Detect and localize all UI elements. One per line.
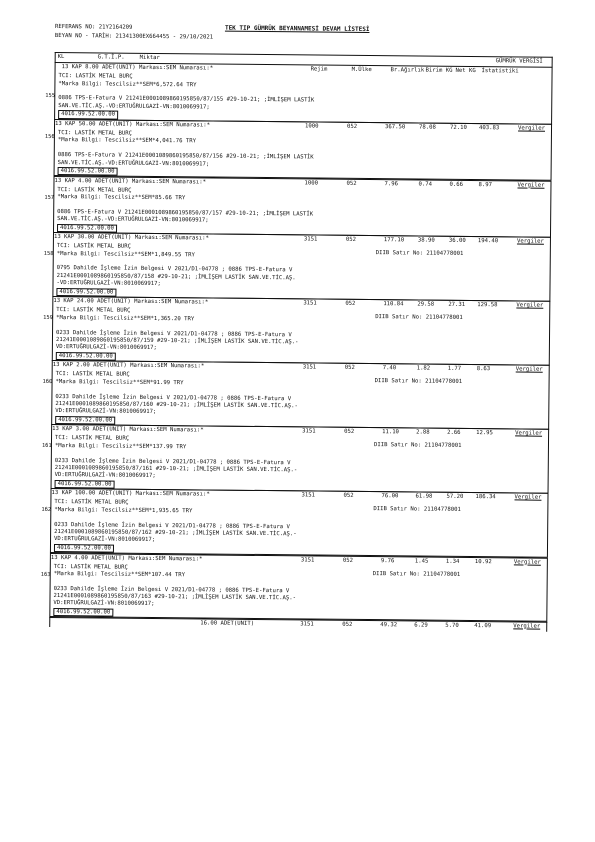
weight-value: 3151 (301, 492, 315, 499)
gtip-code: 4016.99.52.00.00 (58, 167, 118, 176)
description-line: 21241E0001089860195850/87/161 #29-10-21; ;İMLİŞEM LASTİK SAN.VE.TİC.AŞ.- (54, 465, 298, 474)
item-no: 157 (44, 194, 55, 201)
weight-value: 1.34 (445, 558, 460, 565)
description-line: -VD:ERTUĞRULGAZİ-VN:8010069917; (56, 280, 161, 288)
weight-value: 1.77 (447, 366, 462, 373)
col-rejim: Rejim (310, 66, 328, 73)
weight-value: 3151 (302, 364, 317, 371)
item-160 (42, 360, 550, 430)
gtip-code: 4016.99.52.00.00 (58, 110, 118, 119)
item-no: 159 (43, 315, 53, 322)
gtip-code: 4016.99.52.00.00 (55, 480, 115, 489)
reference-no: REFERANS NO: 21Y2164209 (54, 24, 133, 31)
quantity: 13 KAP 4.00 ADET(UNIT) Markası:SEM Numarası:* (54, 177, 207, 186)
item-no: 155 (45, 93, 56, 100)
weight-value: 72.10 (449, 124, 467, 131)
weight-value: 052 (346, 123, 358, 130)
description-line: 0233 Dahilde İşleme İzin Belgesi V 2021/D1-04778 ; 0886 TPS-E-Fatura V (54, 521, 290, 530)
quantity: 13 KAP 30.00 ADET(UNIT) Markası:SEM Numarası:* (53, 234, 209, 242)
stock-note: DIIB Satır No: 21104778001 (373, 506, 461, 514)
weight-value: 052 (342, 621, 353, 628)
description-line: *Marka Bilgi: Tescilsiz**SEM*91.99 TRY (55, 378, 184, 387)
weight-value: 2.88 (416, 429, 430, 437)
item-156 (44, 119, 553, 181)
item-161 (41, 424, 550, 494)
item-no: 158 (43, 251, 54, 258)
col-mulke: M.Ülke (351, 67, 372, 74)
quantity-line (50, 618, 546, 632)
item-no: 162 (41, 507, 52, 514)
vergiler-label: Vergiler (513, 622, 541, 630)
description-line: 0886 TPS-E-Fatura V 21241E0001089860195850/87/156 #29-10-21; ;İMLİŞEM LASTİK (57, 152, 314, 161)
description (55, 129, 551, 180)
weight-value: 3151 (303, 236, 318, 243)
item-158 (43, 232, 551, 302)
description-line: SAN.VE.TİC.AŞ.-VD:ERTUĞRULGAZİ-VN:8010069917; (57, 216, 209, 224)
col-br-agirlik: Br.Ağırlık (390, 67, 425, 74)
quantity: 13 KAP 8.00 ADET(UNIT) Markası:SEM Numarası:* (61, 64, 214, 72)
description-line: *Marka Bilgi: Tescilsiz**SEM*85.66 TRY (57, 194, 186, 202)
col-kl: KL (57, 54, 65, 61)
description-line: VD:ERTUĞRULGAZİ-VN:8010069917; (55, 408, 157, 416)
gtip-code: 4016.99.52.00.00 (55, 416, 115, 425)
quantity: 13 KAP 24.00 ADET(UNIT) Markası:SEM Numarası:* (53, 298, 209, 306)
quantity: 13 KAP 100.00 ADET(UNIT) Markası:SEM Numarası:* (51, 490, 210, 498)
stock-note: DIIB Satır No: 21104778001 (372, 570, 461, 578)
quantity: 13 KAP 50.00 ADET(UNIT) Markası:SEM Numarası:* (55, 120, 210, 129)
weight-value: 7.96 (384, 180, 398, 187)
vergiler-label: Vergiler (515, 430, 543, 438)
description-line: TCI: LASTİK METAL BURÇ (53, 563, 128, 571)
gtip-code: 4016.99.52.00.00 (56, 288, 116, 297)
description-line: 21241E0001089860195850/87/163 #29-10-21; ;İMLİŞEM LASTİK SAN.VE.TİC.AŞ.- (53, 593, 297, 602)
description (50, 563, 546, 621)
description-line: TCI: LASTİK METAL BURÇ (57, 130, 133, 137)
weight-value: 403.83 (478, 125, 500, 132)
weight-value: 10.92 (474, 558, 492, 565)
description-line: TCI: LASTİK METAL BURÇ (56, 243, 131, 251)
description-line: *Marka Bilgi: Tescilsiz**SEM*1,365.20 TRY (56, 314, 195, 323)
description (51, 498, 547, 556)
weight-value: 3151 (300, 556, 315, 564)
col-net-kg: Net KG (455, 68, 476, 75)
weight-value: 177.10 (383, 237, 405, 244)
description-line: TCI: LASTİK METAL BURÇ (54, 435, 130, 443)
gtip-code: 4016.99.52.00.00 (56, 352, 116, 361)
weight-value: 0.74 (418, 181, 432, 188)
stock-note: DIIB Satır No: 21104778001 (373, 442, 462, 450)
document-title: TEK TIP GÜMRÜK BEYANNAMESİ DEVAM LİSTESİ (224, 24, 370, 34)
weight-value: 1.45 (414, 557, 429, 565)
gtip-code: 4016.99.52.00.00 (53, 608, 113, 617)
description-line: VD:ERTUĞRULGAZİ-VN:8010069917; (54, 536, 156, 544)
weight-value: 052 (344, 429, 355, 436)
weight-value: 36.00 (448, 238, 466, 245)
description-line: TCI: LASTİK METAL BURÇ (56, 307, 131, 315)
weight-value: 110.84 (383, 301, 404, 308)
weight-value: 194.40 (477, 238, 499, 245)
description (55, 72, 551, 123)
weight-value: 27.31 (448, 302, 466, 309)
vergiler-label: Vergiler (516, 238, 544, 245)
description-line: *Marka Bilgi: Tescilsiz**SEM*1,849.55 TRY (56, 250, 195, 259)
stock-note: DIIB Satır No: 21104778001 (374, 378, 463, 386)
item-no: 156 (44, 133, 55, 140)
quantity: 13 KAP 4.00 ADET(UNIT) Markası:SEM Numarası:* (50, 554, 203, 562)
col-gtip: G.T.İ.P. (97, 54, 125, 61)
description-line: TCI: LASTİK METAL BURÇ (54, 499, 129, 507)
weight-value: 49.32 (380, 621, 398, 628)
description-line: 21241E0001089860195850/87/162 #29-10-21; ;İMLİŞEM LASTİK SAN.VE.TİC.AŞ.- (54, 529, 297, 538)
weight-value: 78.08 (418, 124, 436, 131)
weight-value: 57.20 (446, 494, 464, 501)
weight-value: 052 (346, 180, 357, 187)
description-line: *Marka Bilgi: Tescilsiz**SEM*137.99 TRY (54, 442, 187, 451)
weight-value: 5.70 (445, 622, 459, 629)
weight-value: 1.82 (416, 365, 431, 372)
weight-value: 2.66 (447, 430, 461, 437)
description-line: SAN.VE.TİC.AŞ.-VD:ERTUĞRULGAZİ-VN:8010069917; (57, 159, 210, 168)
weight-value: 41.09 (474, 622, 492, 629)
stock-note: DIIB Satır No: 21104778001 (375, 250, 464, 258)
description-line: 0886 TPS-E-Fatura V 21241E0001089860195850/87/157 #29-10-21; ;İMLİŞEM LASTİK (57, 208, 314, 218)
description-line: 0233 Dahilde İşleme İzin Belgesi V 2021/D1-04778 ; 0886 TPS-E-Fatura V (56, 329, 292, 338)
description-line: 0886 TPS-E-Fatura V 21241E0001089860195850/87/155 #29-10-21; ;İMLİŞEM LASTİK (58, 95, 315, 104)
weight-value: 1000 (304, 180, 318, 187)
description-line: TCI: LASTİK METAL BURÇ (57, 186, 132, 194)
description-line: *Marka Bilgi: Tescilsiz**SEM*1,935.65 TRY (54, 506, 193, 515)
description (53, 242, 549, 300)
vergiler-label: Vergiler (515, 366, 543, 374)
item-159 (43, 296, 551, 366)
item-162 (41, 488, 549, 558)
description-line: TCI: LASTİK METAL BURÇ (58, 73, 133, 81)
col-istatistiki: İstatistiki (481, 68, 519, 75)
quantity: 13 KAP 3.00 ADET(UNIT) Markası:SEM Numarası:* (52, 426, 204, 434)
description-line: 21241E0001089860195850/87/159 #29-10-21; ;İMLİŞEM LASTİK SAN.VE.TİC.AŞ.- (55, 336, 299, 346)
weight-value: 186.34 (475, 494, 496, 501)
weight-value: 9.76 (380, 557, 395, 564)
description-line: VD:ERTUĞRULGAZİ-VN:8010069917; (53, 600, 155, 608)
description (52, 434, 548, 492)
weight-value: 11.10 (382, 429, 399, 436)
description-line: *Marka Bilgi: Tescilsiz**SEM*4,041.76 TRY (57, 137, 196, 145)
weight-value: 3151 (303, 300, 317, 307)
description-line: 0795 Dahilde İşleme İzin Belgesi V 2021/D1-04778 ; 0886 TPS-E-Fatura V (56, 265, 293, 274)
description-line: 0233 Dahilde İşleme İzin Belgesi V 2021/D1-04778 ; 0886 TPS-E-Fatura V (55, 393, 292, 402)
item-no: 163 (40, 571, 51, 578)
col-birim-kg: Birim KG (425, 67, 453, 75)
description-line: VD:ERTUĞRULGAZİ-VN:8010069917; (54, 472, 156, 480)
description-line: TCI: LASTİK METAL BURÇ (55, 371, 130, 379)
description (54, 186, 550, 237)
weight-value: 052 (344, 365, 355, 372)
gtip-code: 4016.99.52.00.00 (54, 544, 114, 553)
weight-value: 052 (345, 237, 357, 244)
vergiler-label: Vergiler (518, 125, 546, 132)
weight-value: 052 (343, 493, 354, 500)
weight-value: 8.97 (478, 181, 492, 188)
item-155 (45, 62, 553, 124)
weight-value: 7.40 (382, 365, 397, 372)
item-163 (40, 552, 548, 622)
description-line: 21241E0001089860195850/87/160 #29-10-21; ;İMLİŞEM LASTİK SAN.VE.TİC.AŞ.- (55, 400, 298, 410)
item-no: 161 (41, 443, 52, 450)
col-note: GÜMRÜK VERGİSİ (495, 58, 543, 65)
description-line: 21241E0001089860195850/87/158 #29-10-21; ;İMLİŞEM LASTİK SAN.VE.TİC.AŞ. (56, 272, 296, 282)
weight-value: 3151 (302, 428, 316, 435)
weight-value: 8.63 (476, 366, 491, 373)
vergiler-label: Vergiler (513, 558, 541, 566)
declaration-list (40, 24, 553, 833)
stock-note: DIIB Satır No: 21104778001 (375, 314, 463, 322)
weight-value: 129.58 (477, 302, 498, 309)
vergiler-label: Vergiler (516, 302, 544, 310)
weight-value: 29.58 (417, 301, 435, 308)
vergiler-label: Vergiler (517, 182, 545, 189)
quantity: 16.00 ADET(UNIT) (200, 619, 255, 627)
item-157 (44, 176, 552, 238)
description-line: *Marka Bilgi: Tescilsiz**SEM*107.44 TRY (53, 570, 186, 579)
description-line: 0233 Dahilde İşleme İzin Belgesi V 2021/D1-04778 ; 0886 TPS-E-Fatura V (54, 457, 291, 466)
description-line: *Marka Bilgi: Tescilsiz**SEM*6,572.64 TRY (58, 80, 197, 89)
weight-value: 76.00 (381, 493, 399, 500)
description (52, 370, 548, 428)
weight-value: 12.95 (476, 430, 493, 437)
description-line: SAN.VE.TİC.AŞ.-VD:ERTUĞRULGAZİ-VN:8010069917; (58, 102, 210, 111)
weight-value: 6.29 (414, 622, 428, 629)
weight-value: 1000 (305, 123, 319, 130)
weight-value: 367.50 (384, 124, 406, 131)
weight-value: 052 (345, 301, 356, 308)
weight-value: 0.66 (449, 181, 463, 188)
vergiler-label: Vergiler (514, 494, 542, 502)
quantity: 13 KAP 2.00 ADET(UNIT) Markası:SEM Numarası:* (52, 362, 205, 370)
declaration-no: BEYAN NO - TARİH: 21341300EX664455 - 29/10/2021 (54, 32, 214, 41)
weight-value: 61.98 (415, 493, 433, 501)
col-miktar: Miktar (139, 54, 160, 62)
item-no: 160 (42, 379, 53, 386)
description (53, 306, 549, 364)
gtip-code: 4016.99.52.00.00 (57, 224, 117, 233)
weight-value: 3151 (300, 620, 314, 628)
weight-value: 38.90 (417, 237, 435, 244)
description-line: VD:ERTUĞRULGAZİ-VN:8010069917; (55, 344, 157, 352)
description-line: 0233 Dahilde İşleme İzin Belgesi V 2021/D1-04778 ; 0886 TPS-E-Fatura V (53, 585, 290, 594)
weight-value: 052 (342, 557, 354, 564)
